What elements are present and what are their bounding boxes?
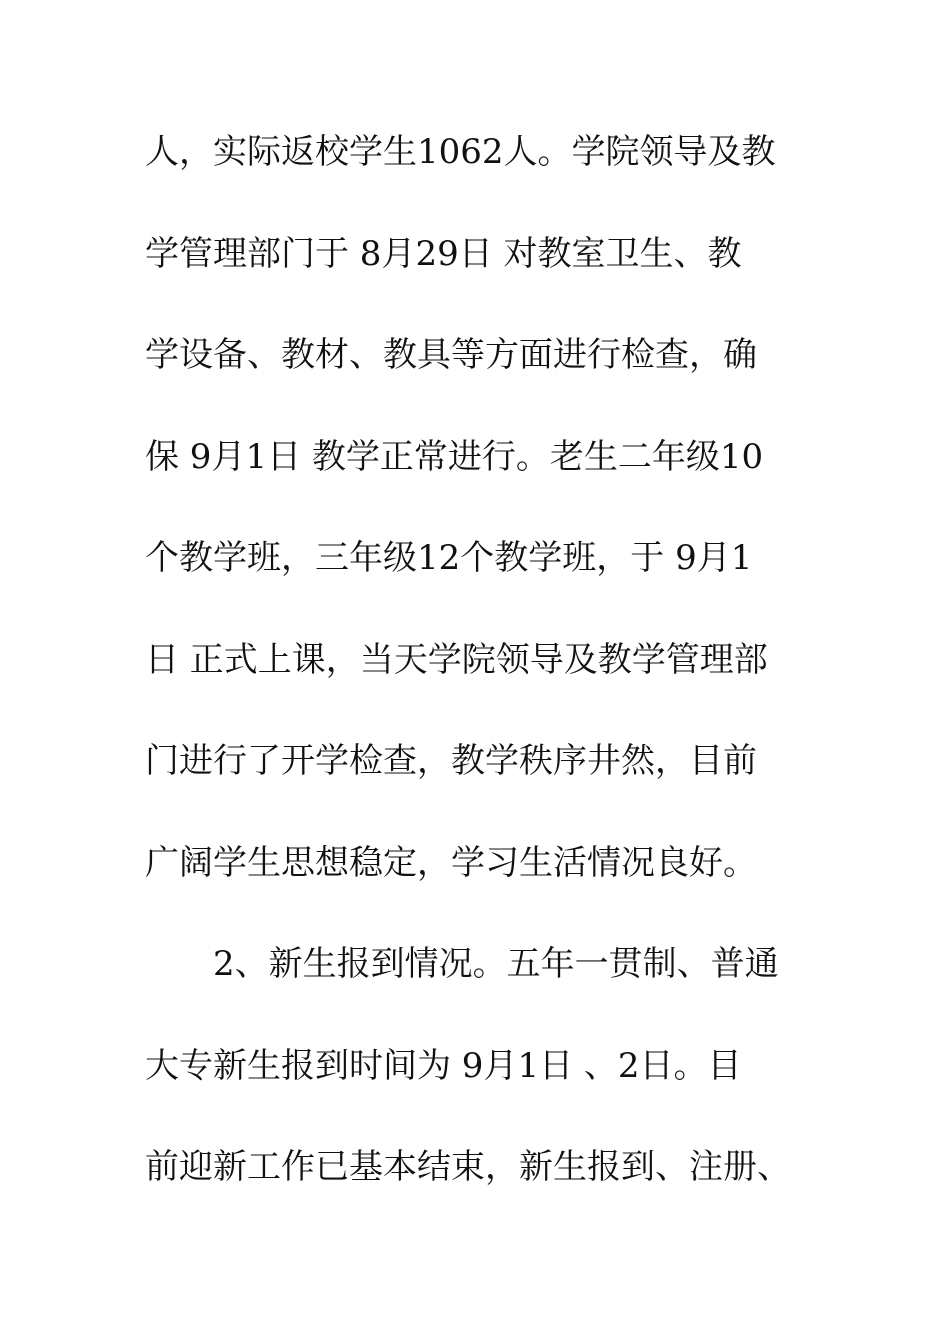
text-line: 学设备、教材、教具等方面进行检查，确 bbox=[145, 335, 757, 375]
text-line: 前迎新工作已基本结束，新生报到、注册、 bbox=[145, 1147, 791, 1187]
text-line: 大专新生报到时间为 9月1日 、2日。目 bbox=[145, 1045, 742, 1086]
paragraph-start-line: 2、新生报到情况。五年一贯制、普通 bbox=[213, 944, 779, 984]
text-line: 人，实际返校学生1062人。学院领导及教 bbox=[145, 132, 776, 172]
text-line: 广阔学生思想稳定，学习生活情况良好。 bbox=[145, 842, 757, 883]
text-line: 门进行了开学检查，教学秩序井然，目前 bbox=[145, 741, 757, 781]
body-text bbox=[145, 122, 825, 1239]
text-line: 保 9月1日 教学正常进行。老生二年级10 bbox=[145, 436, 764, 477]
text-line: 日 正式上课，当天学院领导及教学管理部 bbox=[145, 639, 768, 680]
text-line: 学管理部门于 8月29日 对教室卫生、教 bbox=[145, 233, 742, 274]
text-line: 个教学班，三年级12个教学班，于 9月1 bbox=[145, 538, 753, 578]
